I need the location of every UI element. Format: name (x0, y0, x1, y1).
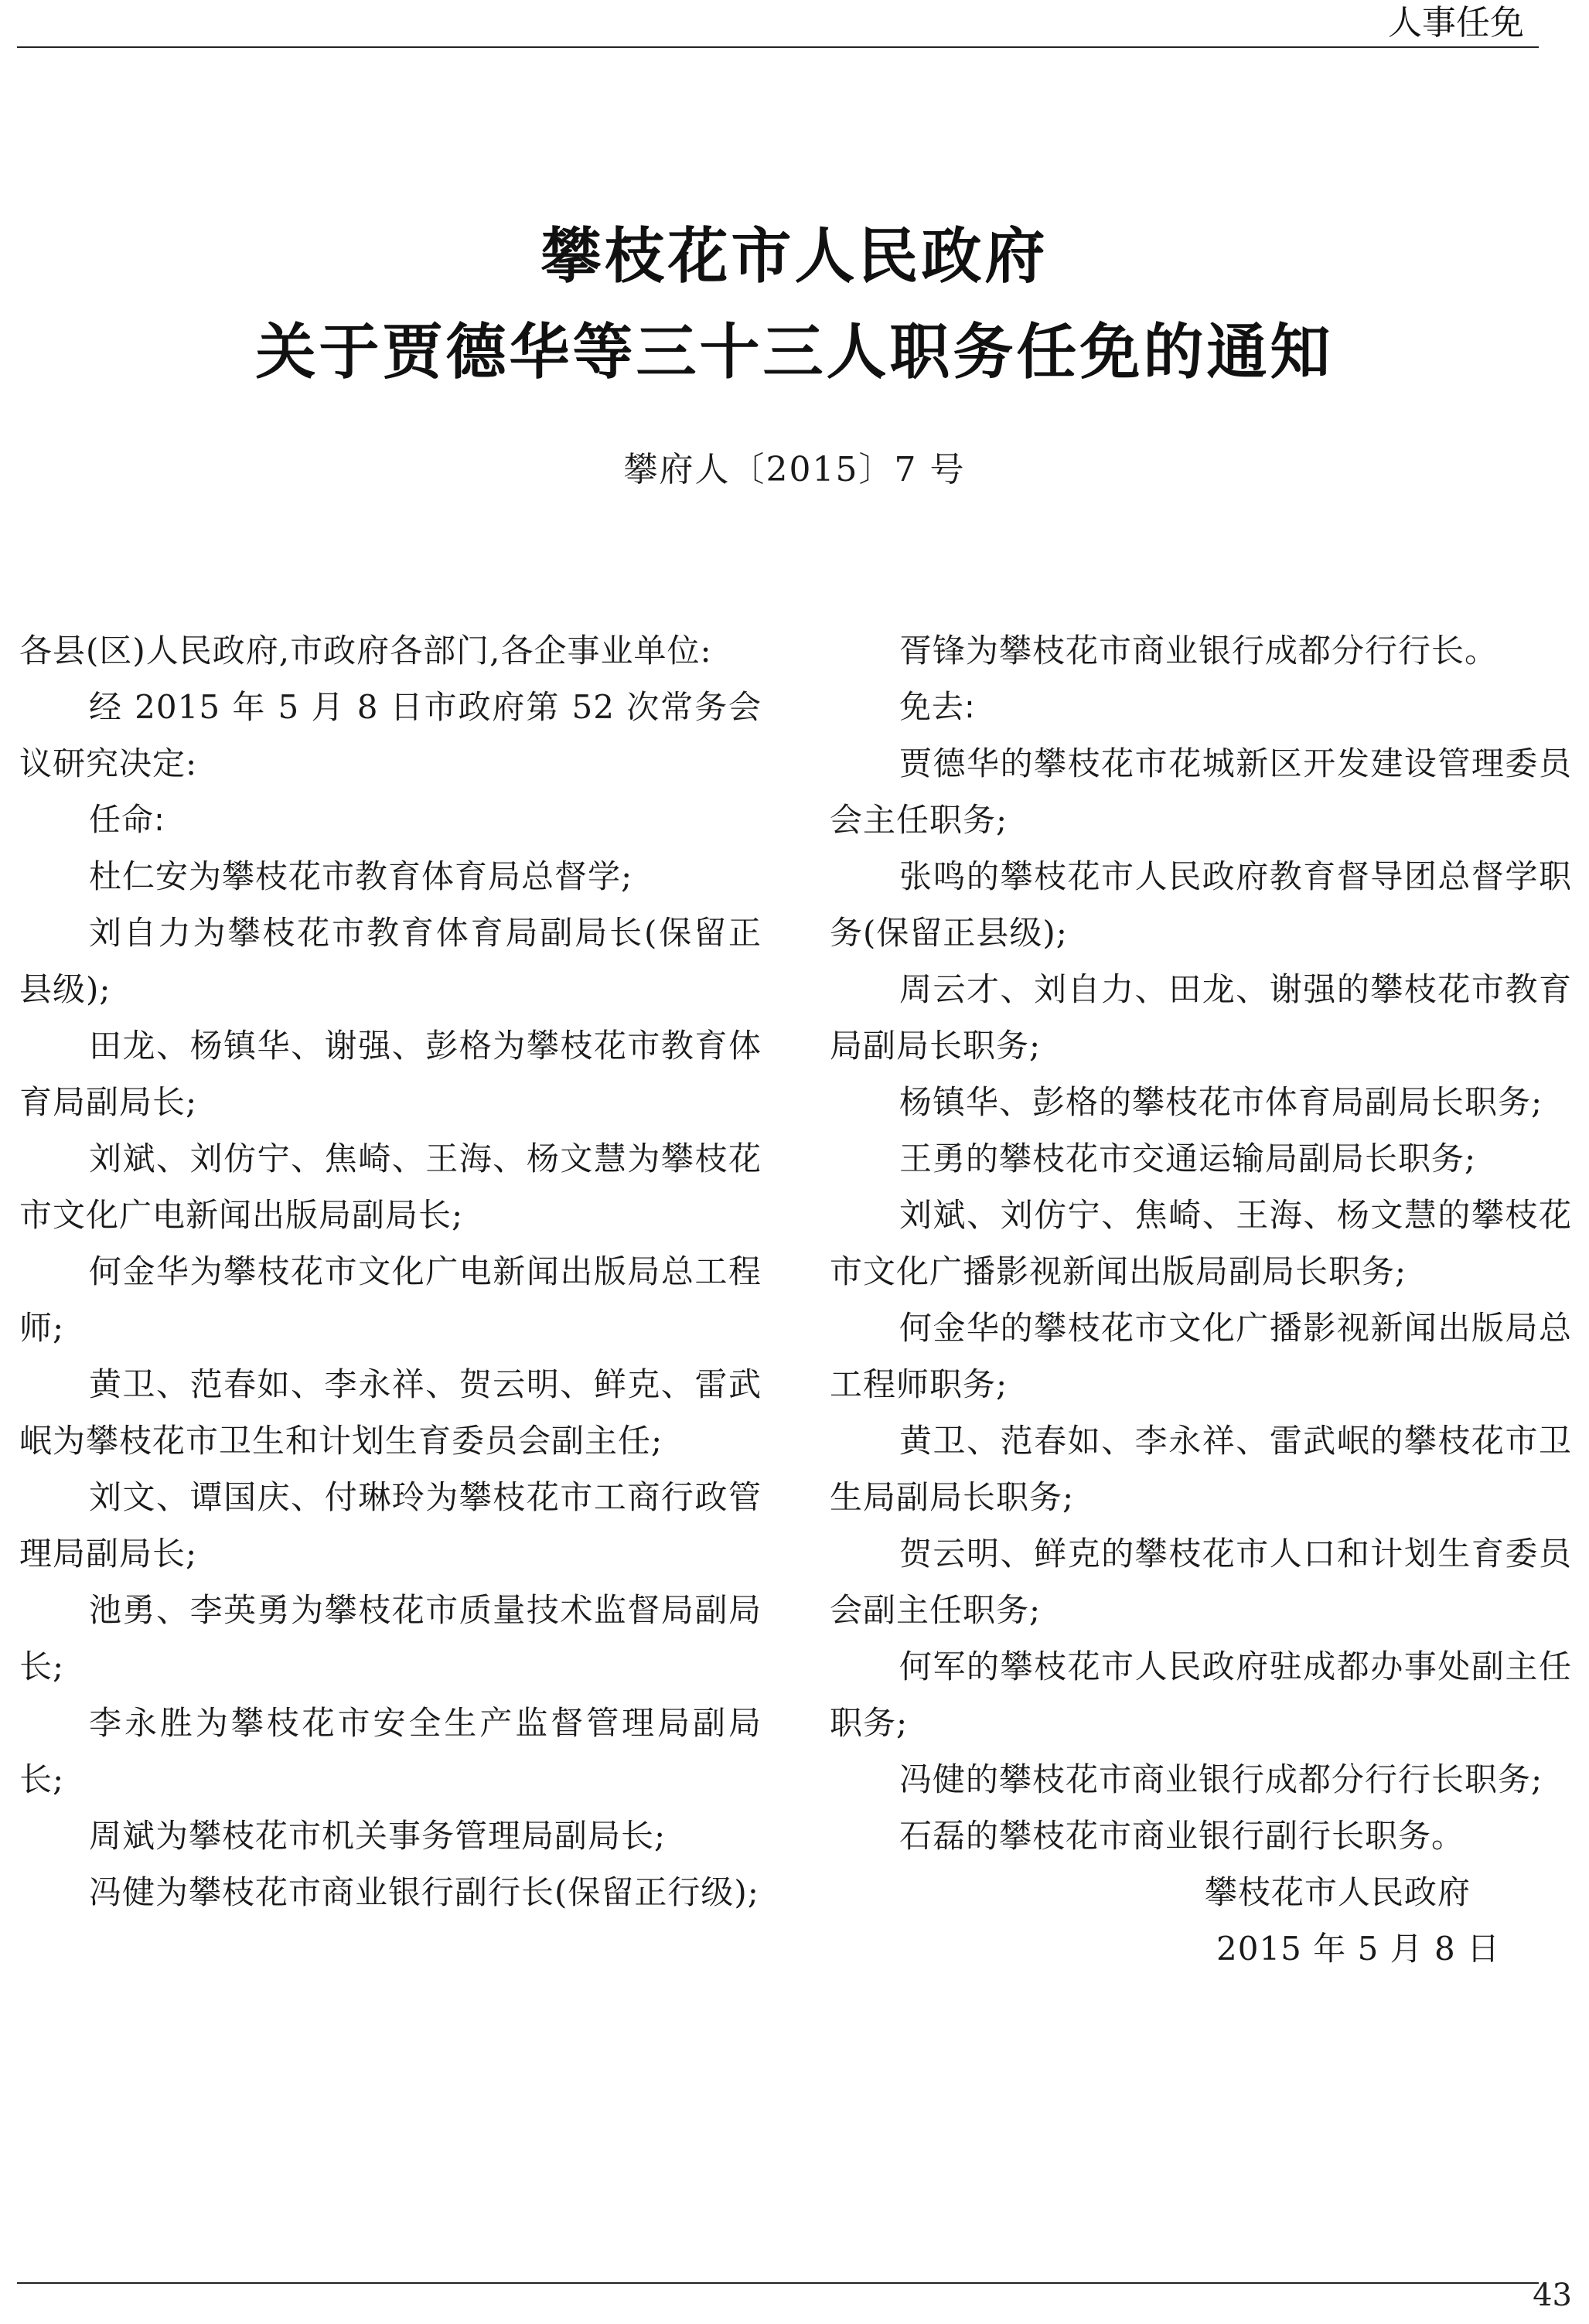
appointment-item: 田龙、杨镇华、谢强、彭格为攀枝花市教育体育局副局长; (19, 1027, 762, 1121)
body-column-left (19, 622, 762, 1920)
dismissal-item: 石磊的攀枝花市商业银行副行长职务。 (899, 1817, 1465, 1855)
body-column-right (830, 622, 1572, 1977)
appointment-item: 刘斌、刘仿宁、焦崎、王海、杨文慧为攀枝花市文化广电新闻出版局副局长; (19, 1140, 762, 1234)
appointment-item: 刘自力为攀枝花市教育体育局副局长(保留正县级); (19, 914, 762, 1008)
salutation: 各县(区)人民政府,市政府各部门,各企事业单位: (19, 632, 712, 670)
dismissal-item: 何金华的攀枝花市文化广播影视新闻出版局总工程师职务; (830, 1309, 1572, 1403)
appointment-item: 杜仁安为攀枝花市教育体育局总督学; (89, 857, 633, 895)
dismissal-item: 周云才、刘自力、田龙、谢强的攀枝花市教育局副局长职务; (830, 970, 1572, 1065)
appointment-item: 李永胜为攀枝花市安全生产监督管理局副局长; (19, 1704, 762, 1798)
appointment-item: 刘文、谭国庆、付琳玲为攀枝花市工商行政管理局副局长; (19, 1478, 762, 1573)
appointment-item: 池勇、李英勇为攀枝花市质量技术监督局副局长; (19, 1591, 762, 1685)
dismissal-item: 贾德华的攀枝花市花城新区开发建设管理委员会主任职务; (830, 745, 1572, 839)
appointments-heading: 任命: (89, 801, 165, 838)
dismissal-item: 杨镇华、彭格的攀枝花市体育局副局长职务; (899, 1083, 1543, 1121)
dismissal-item: 冯健的攀枝花市商业银行成都分行行长职务; (899, 1760, 1543, 1798)
dismissal-item: 何军的攀枝花市人民政府驻成都办事处副主任职务; (830, 1648, 1572, 1742)
section-label: 人事任免 (1388, 3, 1524, 43)
dismissal-item: 黄卫、范春如、李永祥、雷武岷的攀枝花市卫生局副局长职务; (830, 1422, 1572, 1516)
title-line-2: 关于贾德华等三十三人职务任免的通知 (255, 317, 1334, 387)
appointment-item: 冯健为攀枝花市商业银行副行长(保留正行级); (89, 1873, 759, 1911)
appointment-item: 胥锋为攀枝花市商业银行成都分行行长。 (899, 632, 1499, 670)
appointment-item: 何金华为攀枝花市文化广电新闻出版局总工程师; (19, 1252, 762, 1347)
dismissal-item: 张鸣的攀枝花市人民政府教育督导团总督学职务(保留正县级); (830, 857, 1572, 952)
dismissal-item: 王勇的攀枝花市交通运输局副局长职务; (899, 1140, 1477, 1177)
title-line-1: 攀枝花市人民政府 (540, 221, 1049, 291)
signature-issuer: 攀枝花市人民政府 (1205, 1873, 1471, 1911)
signature-date: 2015 年 5 月 8 日 (1216, 1930, 1501, 1968)
footer-rule (17, 2282, 1539, 2284)
decision-intro: 经 2015 年 5 月 8 日市政府第 52 次常务会议研究决定: (19, 688, 762, 782)
dismissals-heading: 免去: (899, 688, 976, 725)
dismissal-item: 贺云明、鲜克的攀枝花市人口和计划生育委员会副主任职务; (830, 1535, 1572, 1629)
document-number: 攀府人〔2015〕7 号 (623, 450, 966, 489)
dismissal-item: 刘斌、刘仿宁、焦崎、王海、杨文慧的攀枝花市文化广播影视新闻出版局副局长职务; (830, 1196, 1572, 1290)
appointment-item: 周斌为攀枝花市机关事务管理局副局长; (89, 1817, 667, 1855)
header-rule (17, 46, 1539, 48)
page-number: 43 (1533, 2278, 1572, 2313)
appointment-item: 黄卫、范春如、李永祥、贺云明、鲜克、雷武岷为攀枝花市卫生和计划生育委员会副主任; (19, 1365, 762, 1460)
